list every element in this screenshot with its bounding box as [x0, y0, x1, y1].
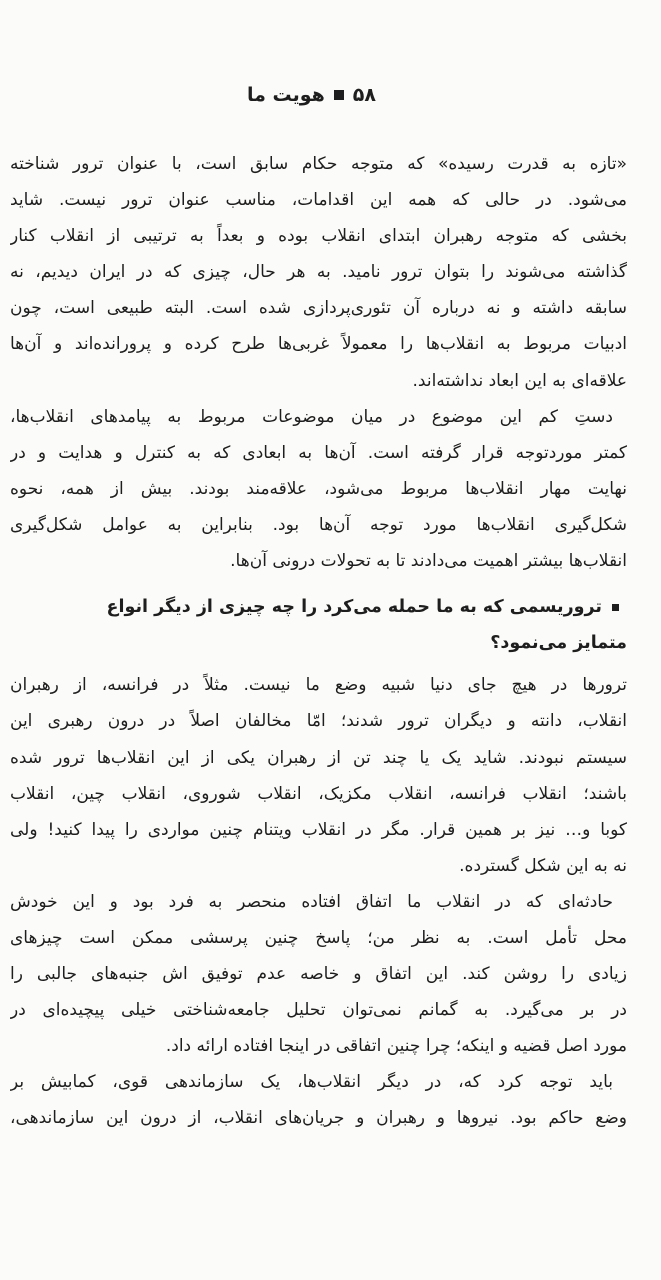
paragraph-4 [10, 884, 627, 1064]
question-text: تروریسمی که به ما حمله می‌کرد را چه چیزی از دیگر انواع [106, 597, 602, 618]
text-line: محل تأمل است. به نظر من؛ پاسخ چنین پرسشی ممکن است چیزهای [10, 927, 627, 948]
text-line: حادثه‌ای که در انقلاب ما اتفاق افتاده منحصر به فرد بود و این خودش [10, 891, 613, 912]
text-line: وضع حاکم بود. نیروها و رهبران و جریان‌های انقلاب، از درون این سازماندهی، [10, 1108, 627, 1129]
text-line: انقلاب، دانته و دیگران ترور شدند؛ امّا مخالفان اصلاً در درون رهبری این [10, 711, 627, 732]
text-line: ترورها در هیچ جای دنیا شبیه وضع ما نیست. مثلاً در فرانسه، از رهبران [10, 675, 627, 696]
text-line: شکل‌گیری انقلاب‌ها مورد توجه آن‌ها بود. بنابراین به عوامل شکل‌گیری [10, 514, 627, 535]
body-text [10, 146, 627, 1137]
text-line: سیستم نبودند. شاید یک یا چند تن از رهبران یکی از این انقلاب‌ها ترور شده [10, 747, 627, 768]
page-header [247, 84, 376, 106]
paragraph-5 [10, 1064, 627, 1136]
question-line: متمایز می‌نمود؟ [490, 633, 627, 654]
text-line: نهایت مهار انقلاب‌ها مربوط می‌شود، علاقه‌مند بودند. بیش از همه، نحوه [10, 478, 627, 499]
paragraph-2 [10, 399, 627, 579]
bullet-square-icon [612, 604, 619, 611]
text-line: کمتر موردتوجه قرار گرفته است. آن‌ها به ابعادی که به کنترل و هدایت و در [10, 442, 627, 463]
text-line: نه به این شکل گسترده. [459, 855, 627, 876]
separator-square-icon [334, 90, 344, 100]
text-line: مورد اصل قضیه و اینکه؛ چرا چنین اتفاقی در اینجا افتاده ارائه داد. [165, 1036, 627, 1057]
paragraph-3 [10, 667, 627, 884]
page-number: ۵۸ [352, 84, 376, 106]
text-line: انقلاب‌ها بیشتر اهمیت می‌دادند تا به تحولات درونی آن‌ها. [230, 551, 627, 572]
text-line: گذاشته می‌شوند را بتوان ترور نامید. به هر حال، چیزی که در ایران دیدیم، نه [10, 262, 627, 283]
question-heading [10, 589, 627, 661]
text-line: دستِ کم این موضوع در میان موضوعات مربوط به پیامدهای انقلاب‌ها، [10, 406, 613, 427]
text-line: کوبا و… نیز بر همین قرار. مگر در انقلاب ویتنام چنین مواردی را پیدا کنید! ولی [10, 819, 627, 840]
text-line: ادبیات مربوط به انقلاب‌ها را معمولاً غربی‌ها طرح کرده و پرورانده‌اند و آن‌ها [10, 334, 627, 355]
book-title: هویت ما [246, 84, 325, 106]
question-line [10, 589, 627, 625]
text-line: بخشی که متوجه رهبران ابتدای انقلاب بوده و بعداً به ترتیبی از انقلاب کنار [10, 226, 627, 247]
text-line: باید توجه کرد که، در دیگر انقلاب‌ها، یک سازماندهی قوی، کمابیش بر [10, 1072, 613, 1093]
text-line: باشند؛ انقلاب فرانسه، انقلاب مکزیک، انقلاب شوروی، انقلاب چین، انقلاب [10, 783, 627, 804]
text-line: علاقه‌ای به این ابعاد نداشته‌اند. [412, 370, 627, 391]
text-line: «تازه به قدرت رسیده» که متوجه حکام سابق است، با عنوان ترور شناخته [10, 154, 627, 174]
paragraph-1 [10, 146, 627, 399]
text-line: سابقه داشته و نه درباره آن تئوری‌پردازی شده است. البته طبیعی است، چون [10, 298, 627, 319]
text-line: در بر می‌گیرد. به گمانم نمی‌توان تحلیل جامعه‌شناختی خیلی پیچیده‌ای در [10, 1000, 627, 1021]
text-line: زیادی را روشن کند. این اتفاق و خاصه عدم توفیق اش جنبه‌های جالبی را [10, 964, 627, 985]
text-line: می‌شود. در حالی که همه این اقدامات، مناسب عنوان ترور نیست. شاید [10, 190, 627, 211]
